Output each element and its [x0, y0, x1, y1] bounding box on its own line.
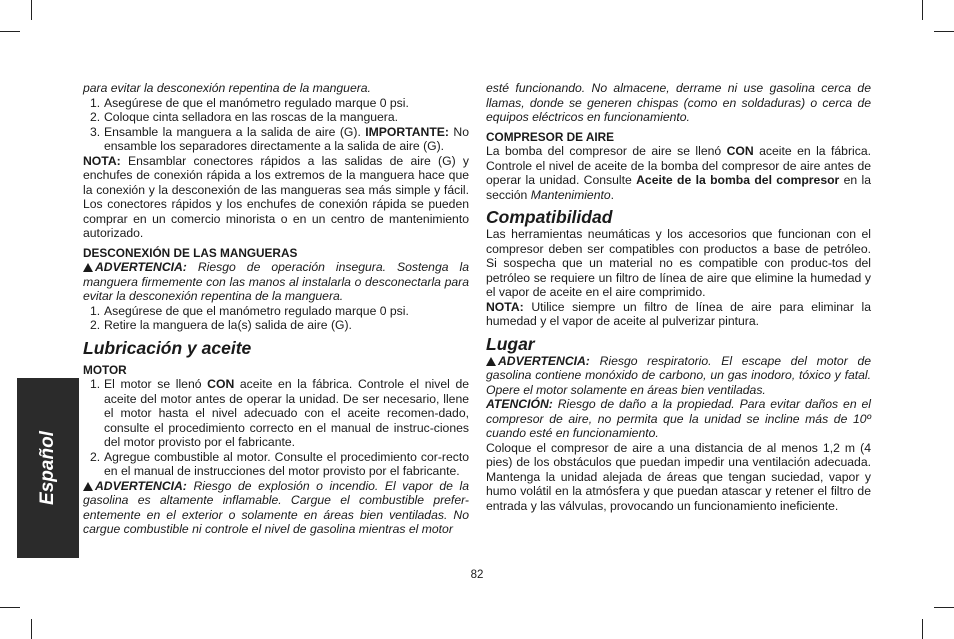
- paragraph: para evitar la desconexión repentina de la manguera.: [83, 81, 371, 95]
- crop-mark: [934, 31, 954, 32]
- list-item: 2. Coloque cinta selladora en las roscas de la manguera.: [90, 110, 399, 124]
- section-heading: COMPRESOR DE AIRE: [486, 129, 615, 144]
- connect-steps-list: [83, 96, 469, 154]
- list-item: 2. Retire la manguera de la(s) salida de aire (G).: [90, 318, 352, 332]
- list-item: 1. Asegúrese de que el manómetro regulado marque 0 psi.: [90, 95, 409, 110]
- warning-icon: [486, 357, 496, 366]
- right-column: [486, 81, 871, 513]
- list-item: 1. Asegúrese de que el manómetro regulado marque 0 psi.: [90, 303, 409, 318]
- disconnect-steps-list: [83, 304, 469, 333]
- warning-icon: [83, 482, 93, 491]
- crop-mark: [0, 31, 20, 32]
- section-title: Lugar: [486, 333, 535, 354]
- left-column: [83, 81, 469, 537]
- section-heading: MOTOR: [83, 362, 127, 377]
- crop-mark: [934, 607, 954, 608]
- paragraph: esté funcionando. No almacene, derrame ni use gasolina cerca de llamas, donde se generen chispas (como en soldaduras) o cerca de equipos eléctricos en funcionamiento.: [486, 81, 871, 124]
- warning-paragraph: ADVERTENCIA: Riesgo de operación insegura. Sostenga la manguera firmemente con las manos al instalarla o desconectarla para evitar la desconexión repentina de la manguera.: [83, 260, 469, 303]
- section-title: Compatibilidad: [486, 207, 613, 227]
- warning-paragraph: ADVERTENCIA: Riesgo respiratorio. El escape del motor de gasolina contiene monóxido de carbono, un gas inodoro, tóxico y fatal. Opere el motor solamente en áreas bien ventiladas.: [486, 353, 872, 397]
- language-tab-label: Español: [37, 431, 58, 505]
- warning-paragraph: ADVERTENCIA: Riesgo de explosión o incendio. El vapor de la gasolina es altamente inflamable. Cargue el combustible prefer-entemente en el exterior o solamente en áreas bien ventiladas. No cargue combustible ni controle el nivel de gasolina mientras el motor: [83, 478, 469, 536]
- paragraph: La bomba del compresor de aire se llenó CON aceite en la fábrica. Controle el nivel de aceite de la bomba del compresor de aire antes de operar la unidad. Consulte Aceite de la bomba del compresor en la sección Mantenimiento.: [486, 144, 871, 202]
- crop-mark: [0, 607, 20, 608]
- list-item: 3. Ensamble la manguera a la salida de aire (G). IMPORTANTE: No ensamble los separadores directamente a la salida de aire (G).: [90, 124, 470, 153]
- crop-mark: [922, 0, 923, 20]
- paragraph: Las herramientas neumáticas y los accesorios que funcionan con el compresor deben ser compatibles con productos a base de petróleo. Si sospecha que un material no es compatible con produc-tos del petróleo se requiere un filtro de línea de aire que elimine la humedad y el vapor de aceite en el aire comprimido.: [486, 227, 871, 299]
- list-item: 2. Agregue combustible al motor. Consulte el procedimiento cor-recto en el manual de instrucciones del motor provisto por el fabricante.: [90, 449, 469, 478]
- list-item: 1. El motor se llenó CON aceite en la fábrica. Controle el nivel de aceite del motor antes de operar la unidad. De ser necesario, llene el motor hasta el nivel adecuado con el aceite recomen-dado, consulte el procedimiento correcto en el manual de instruc-ciones del motor provisto por el fabricante.: [90, 377, 470, 449]
- section-heading: DESCONEXIÓN DE LAS MANGUERAS: [83, 245, 298, 260]
- note-paragraph: NOTA: Ensamblar conectores rápidos a las salidas de aire (G) y enchufes de conexión rápida a los extremos de la manguera hace que la conexión y la desconexión de las mangueras sea más simple y fácil. Los conectores rápidos y los enchufes de conexión rápida se pueden comprar en un comercio minorista o en un centro de mantenimiento autorizado.: [83, 153, 469, 240]
- section-title: Lubricación y aceite: [83, 337, 252, 358]
- motor-steps-list: [83, 377, 469, 479]
- crop-mark: [31, 0, 32, 20]
- crop-mark: [922, 619, 923, 639]
- note-paragraph: NOTA: Utilice siempre un filtro de línea de aire para eliminar la humedad y el vapor de aceite al pulverizar pintura.: [486, 299, 871, 328]
- caution-paragraph: ATENCIÓN: Riesgo de daño a la propiedad. Para evitar daños en el compresor de aire, no permita que la unidad se incline más de 10º cuando esté en funcionamiento.: [486, 397, 871, 440]
- paragraph: Coloque el compresor de aire a una distancia de al menos 1,2 m (4 pies) de los obstáculos que puedan impedir una ventilación adecuada. Mantenga la unidad alejada de áreas que tengan suciedad, vapor y humo volátil en la atmósfera y que puedan atascar y retener el filtro de entrada y las válvulas, provocando un funcionamiento ineficiente.: [486, 440, 871, 513]
- crop-mark: [31, 619, 32, 639]
- page-number: 82: [470, 569, 484, 581]
- warning-icon: [83, 263, 93, 272]
